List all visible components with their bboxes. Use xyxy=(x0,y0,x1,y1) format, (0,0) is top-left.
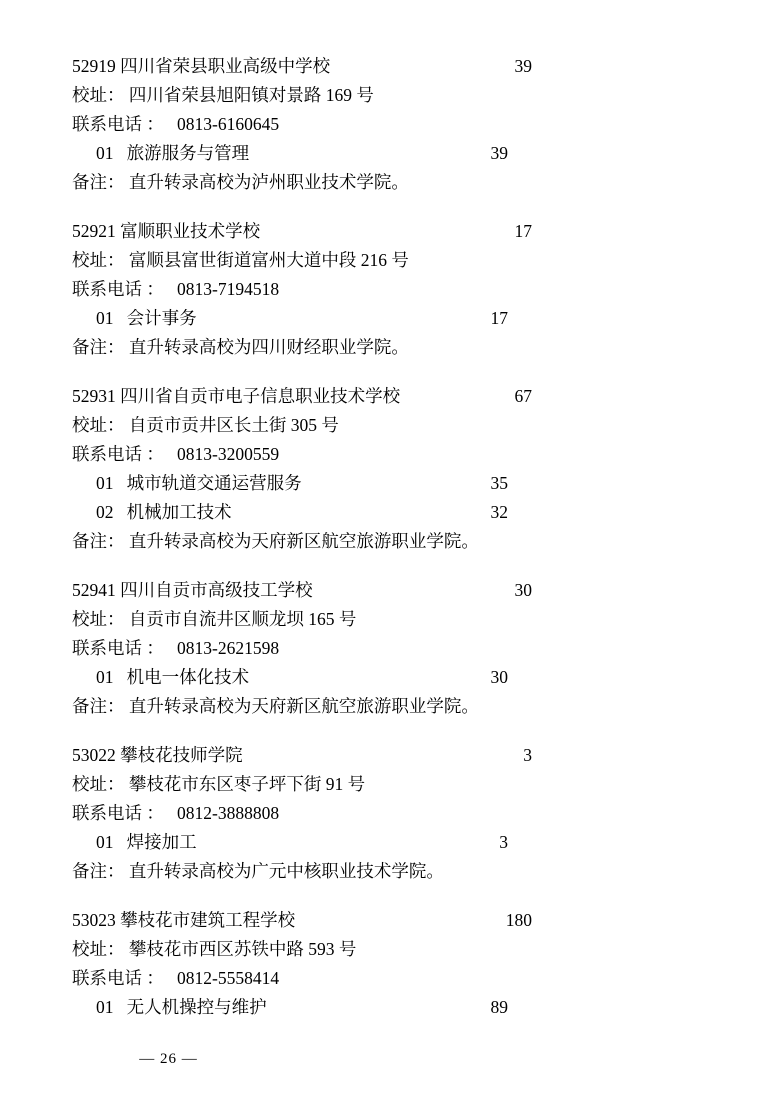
program-name: 城市轨道交通运营服务 xyxy=(126,473,302,493)
school-note-line xyxy=(72,692,705,721)
program-line xyxy=(72,304,705,333)
school-name: 富顺职业技术学校 xyxy=(120,221,261,241)
address-value: 富顺县富世街道富州大道中段 216 号 xyxy=(128,250,409,270)
phone-value: 0812-3888808 xyxy=(177,803,280,823)
note-value: 直升转录高校为天府新区航空旅游职业学院。 xyxy=(128,531,479,551)
address-label: 校址： xyxy=(72,415,125,435)
school-title-line xyxy=(72,741,705,770)
address-label: 校址： xyxy=(72,609,125,629)
program-name: 焊接加工 xyxy=(126,832,197,852)
school-entry-list xyxy=(72,52,705,1022)
phone-label: 联系电话 ： xyxy=(72,968,164,988)
note-label: 备注： xyxy=(72,172,125,192)
school-address-line xyxy=(72,246,705,275)
school-total-count: 39 xyxy=(514,56,532,76)
phone-value: 0813-2621598 xyxy=(177,638,280,658)
program-count: 32 xyxy=(490,502,508,522)
phone-label: 联系电话 ： xyxy=(72,279,164,299)
school-note-line xyxy=(72,857,705,886)
page-number: — 26 — xyxy=(139,1051,198,1067)
program-name: 旅游服务与管理 xyxy=(126,143,250,163)
school-code: 52921 xyxy=(72,221,116,241)
address-value: 攀枝花市西区苏铁中路 593 号 xyxy=(128,939,357,959)
note-label: 备注： xyxy=(72,696,125,716)
school-name: 四川省自贡市电子信息职业技术学校 xyxy=(120,386,401,406)
school-code: 52941 xyxy=(72,580,116,600)
school-entry xyxy=(72,217,705,362)
school-note-line xyxy=(72,168,705,197)
address-label: 校址： xyxy=(72,939,125,959)
school-phone-line xyxy=(72,799,705,828)
phone-value: 0813-6160645 xyxy=(177,114,280,134)
address-value: 攀枝花市东区枣子坪下街 91 号 xyxy=(128,774,366,794)
school-name: 攀枝花技师学院 xyxy=(120,745,243,765)
program-number: 01 xyxy=(96,667,114,687)
program-count: 35 xyxy=(490,473,508,493)
school-phone-line xyxy=(72,275,705,304)
address-value: 四川省荣县旭阳镇对景路 169 号 xyxy=(128,85,374,105)
school-total-count: 30 xyxy=(514,580,532,600)
note-value: 直升转录高校为广元中核职业技术学院。 xyxy=(128,861,444,881)
program-name: 会计事务 xyxy=(126,308,197,328)
school-note-line xyxy=(72,527,705,556)
school-code: 53022 xyxy=(72,745,116,765)
phone-value: 0813-3200559 xyxy=(177,444,280,464)
phone-label: 联系电话 ： xyxy=(72,114,164,134)
program-name: 机械加工技术 xyxy=(126,502,232,522)
school-address-line xyxy=(72,81,705,110)
school-name: 四川省荣县职业高级中学校 xyxy=(120,56,331,76)
program-line xyxy=(72,139,705,168)
phone-label: 联系电话 ： xyxy=(72,638,164,658)
note-value: 直升转录高校为四川财经职业学院。 xyxy=(128,337,409,357)
school-total-count: 67 xyxy=(514,386,532,406)
school-address-line xyxy=(72,935,705,964)
program-number: 01 xyxy=(96,997,114,1017)
school-phone-line xyxy=(72,964,705,993)
program-line xyxy=(72,828,705,857)
program-count: 30 xyxy=(490,667,508,687)
note-label: 备注： xyxy=(72,531,125,551)
program-number: 01 xyxy=(96,832,114,852)
address-label: 校址： xyxy=(72,774,125,794)
school-name: 攀枝花市建筑工程学校 xyxy=(120,910,296,930)
program-number: 01 xyxy=(96,473,114,493)
school-entry xyxy=(72,741,705,886)
program-line xyxy=(72,498,705,527)
school-entry xyxy=(72,576,705,721)
school-code: 52931 xyxy=(72,386,116,406)
school-address-line xyxy=(72,605,705,634)
program-number: 02 xyxy=(96,502,114,522)
program-line xyxy=(72,663,705,692)
school-note-line xyxy=(72,333,705,362)
program-count: 3 xyxy=(499,832,508,852)
school-code: 52919 xyxy=(72,56,116,76)
school-entry xyxy=(72,52,705,197)
program-line xyxy=(72,469,705,498)
program-line xyxy=(72,993,705,1022)
school-address-line xyxy=(72,411,705,440)
phone-value: 0812-5558414 xyxy=(177,968,280,988)
note-value: 直升转录高校为天府新区航空旅游职业学院。 xyxy=(128,696,479,716)
page-footer xyxy=(0,1051,777,1068)
school-title-line xyxy=(72,382,705,411)
note-value: 直升转录高校为泸州职业技术学院。 xyxy=(128,172,409,192)
program-number: 01 xyxy=(96,143,114,163)
program-count: 39 xyxy=(490,143,508,163)
school-title-line xyxy=(72,52,705,81)
program-count: 17 xyxy=(490,308,508,328)
school-title-line xyxy=(72,576,705,605)
school-title-line xyxy=(72,217,705,246)
address-label: 校址： xyxy=(72,85,125,105)
address-label: 校址： xyxy=(72,250,125,270)
note-label: 备注： xyxy=(72,337,125,357)
school-total-count: 3 xyxy=(523,745,532,765)
program-name: 机电一体化技术 xyxy=(126,667,250,687)
school-name: 四川自贡市高级技工学校 xyxy=(120,580,313,600)
school-entry xyxy=(72,906,705,1022)
school-address-line xyxy=(72,770,705,799)
phone-label: 联系电话 ： xyxy=(72,444,164,464)
school-total-count: 180 xyxy=(505,910,532,930)
school-phone-line xyxy=(72,110,705,139)
note-label: 备注： xyxy=(72,861,125,881)
program-name: 无人机操控与维护 xyxy=(126,997,267,1017)
school-entry xyxy=(72,382,705,556)
school-code: 53023 xyxy=(72,910,116,930)
school-phone-line xyxy=(72,634,705,663)
program-number: 01 xyxy=(96,308,114,328)
school-title-line xyxy=(72,906,705,935)
phone-label: 联系电话 ： xyxy=(72,803,164,823)
program-count: 89 xyxy=(490,997,508,1017)
phone-value: 0813-7194518 xyxy=(177,279,280,299)
school-phone-line xyxy=(72,440,705,469)
address-value: 自贡市自流井区顺龙坝 165 号 xyxy=(128,609,357,629)
school-total-count: 17 xyxy=(514,221,532,241)
address-value: 自贡市贡井区长土街 305 号 xyxy=(128,415,339,435)
